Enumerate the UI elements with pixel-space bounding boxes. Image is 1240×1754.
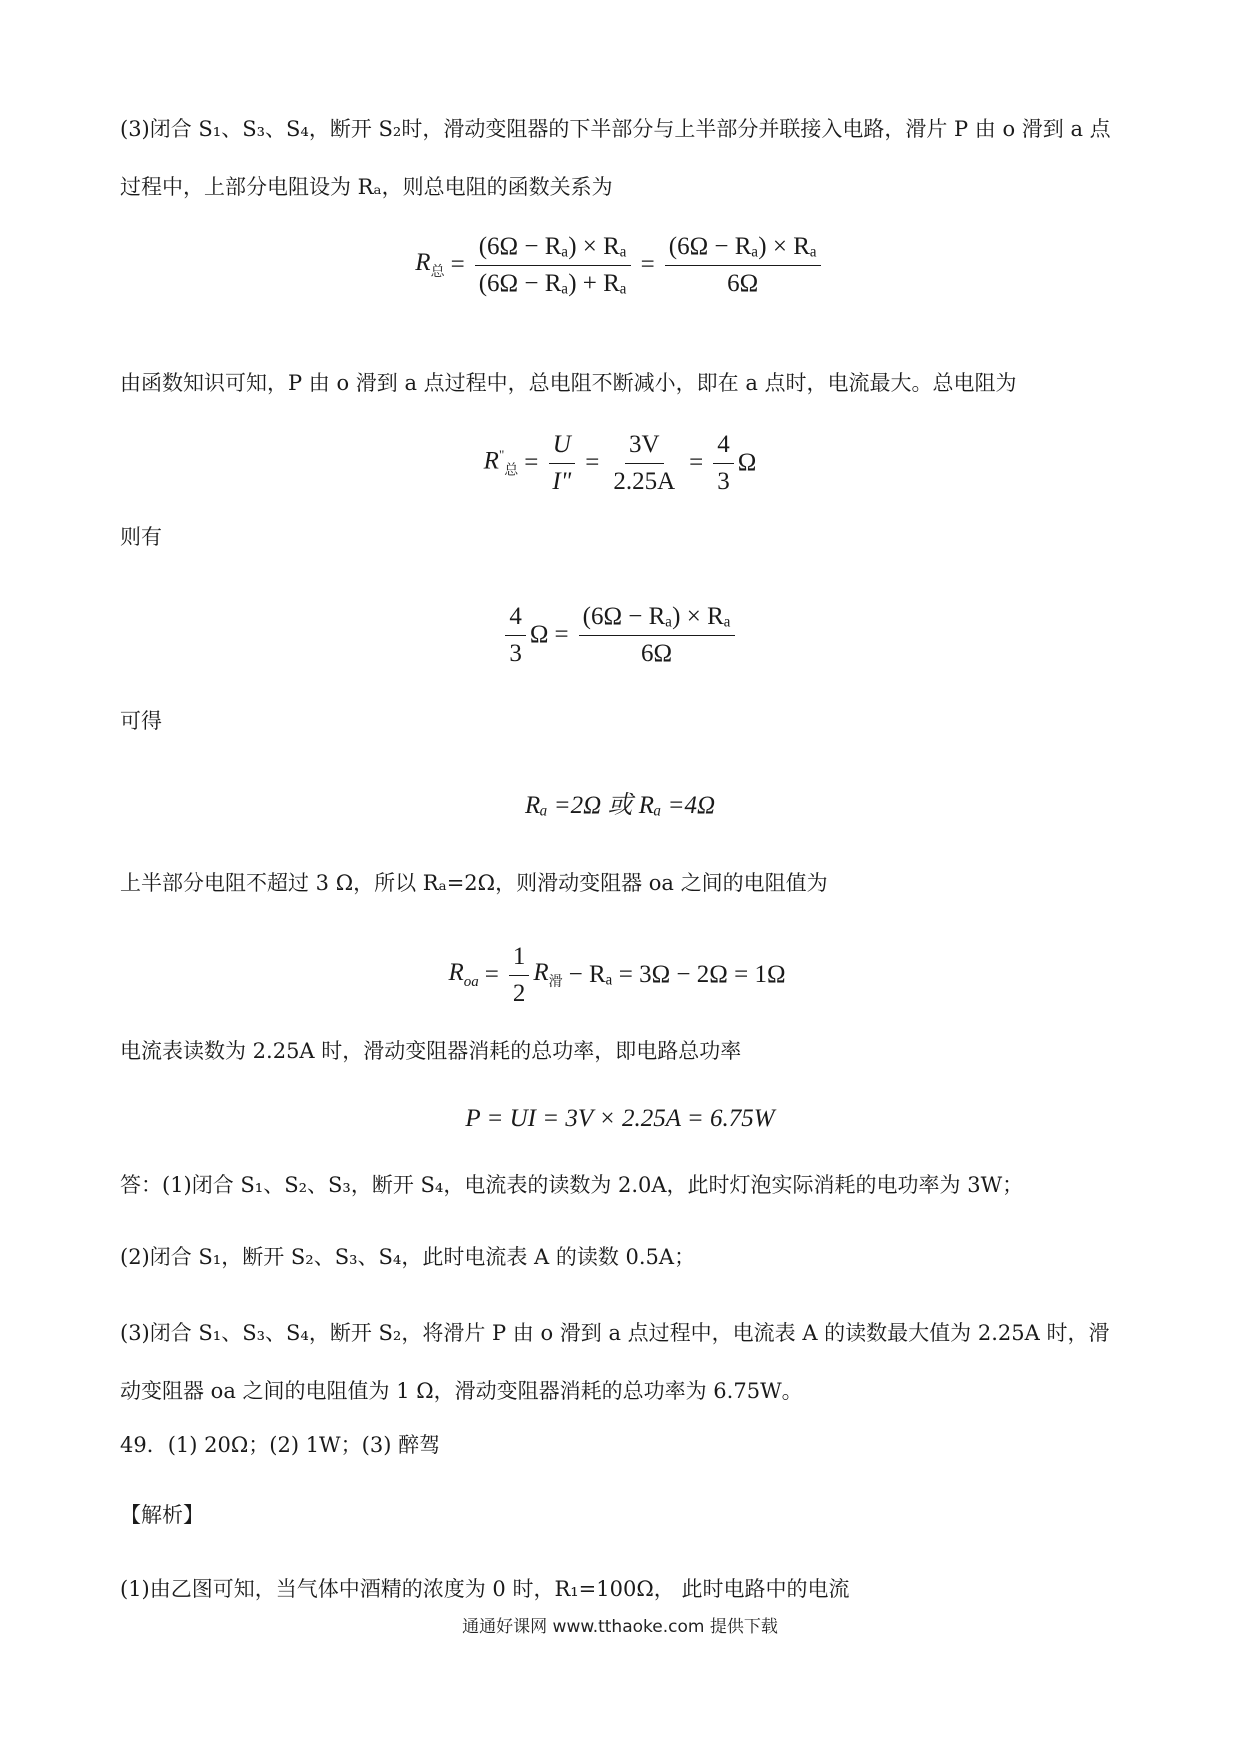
eq5-lhs-symbol: R xyxy=(448,959,464,986)
eq5-frac-numerator: 1 xyxy=(509,943,530,976)
eq5-mid-symbol: R xyxy=(533,959,549,986)
equation-roa: $R_{oa}$ = $\frac{1}{2}$ $R_滑$ − Rₐ = 3Ω − 2Ω = 1Ω xyxy=(448,942,786,1007)
equation-solve-ra: $\frac{4}{3}$ Ω = $\frac{\text{(6Ω − Rₐ) × Rₐ}}{6\Omega}$ xyxy=(0,590,1240,680)
eq1-frac2-numerator: (6Ω − Rₐ) × Rₐ xyxy=(665,233,821,266)
eq5-mid-subscript: 滑 xyxy=(548,974,563,990)
eq3-rhs-numerator: (6Ω − Rₐ) × Rₐ xyxy=(579,603,735,636)
eq1-fraction-1 xyxy=(475,233,631,298)
eq5-frac-denominator: 2 xyxy=(512,979,526,1007)
eq3-lhs-denominator: 3 xyxy=(509,639,522,667)
eq5-half-fraction xyxy=(509,943,530,1008)
equation-total-resistance: $R_总$ = $\frac{\text{(6Ω − Rₐ) × Rₐ}}{\text{(6Ω − Rₐ) + Rₐ}}$ = $\frac{\text{(6Ω − Rₐ) × Rₐ}}{6\Omega}$ xyxy=(0,220,1240,310)
eq6-text: P = UI = 3V × 2.25A = 6.75W xyxy=(465,1105,775,1132)
equation-power xyxy=(0,1094,1240,1144)
eq2-lhs-subscript: 总 xyxy=(504,462,519,479)
eq4-text: Rₐ =2Ω 或 Rₐ =4Ω xyxy=(524,792,716,819)
analysis-heading: 【解析】 xyxy=(120,1503,204,1527)
eq3-lhs-fraction xyxy=(505,603,526,668)
eq2-frac2-numerator: 3V xyxy=(625,431,664,464)
eq2-fraction-result xyxy=(713,431,734,496)
eq3-rhs-fraction xyxy=(579,603,735,668)
eq3-lhs-unit: Ω xyxy=(529,621,549,648)
equation-ra-solutions xyxy=(0,778,1240,828)
paragraph-function-analysis: 由函数知识可知，P 由 o 滑到 a 点过程中，总电阻不断减小，即在 a 点时，电流最大。总电阻为 xyxy=(120,371,1017,395)
eq2-frac2-denominator: 2.25A xyxy=(613,467,676,495)
paragraph-question-49: 49．(1) 20Ω；(2) 1W；(3) 醉驾 xyxy=(120,1433,441,1457)
eq1-frac2-denominator: 6Ω xyxy=(727,269,759,297)
eq3-rhs-denominator: 6Ω xyxy=(641,639,673,667)
eq2-frac3-numerator: 4 xyxy=(713,431,734,464)
paragraph-answer-3: (3)闭合 S₁、S₃、S₄，断开 S₂，将滑片 P 由 o 滑到 a 点过程中，电流表 A 的读数最大值为 2.25A 时，滑动变阻器 oa 之间的电阻值为 1 Ω，滑动变阻器消耗的总功率为 6.75W。 xyxy=(120,1321,1110,1403)
paragraph-answer-2: (2)闭合 S₁，断开 S₂、S₃、S₄，此时电流表 A 的读数 0.5A； xyxy=(120,1245,696,1269)
paragraph-then: 则有 xyxy=(120,525,162,549)
eq1-fraction-2 xyxy=(665,233,821,298)
paragraph-answer-1: 答：(1)闭合 S₁、S₂、S₃，断开 S₄，电流表的读数为 2.0A，此时灯泡实际消耗的电功率为 3W； xyxy=(120,1173,1024,1197)
paragraph-choose-ra: 上半部分电阻不超过 3 Ω，所以 Rₐ=2Ω，则滑动变阻器 oa 之间的电阻值为 xyxy=(120,871,828,895)
paragraph-case3-setup: (3)闭合 S₁、S₃、S₄，断开 S₂时，滑动变阻器的下半部分与上半部分并联接入电路，滑片 P 由 o 滑到 a 点过程中，上部分电阻设为 Rₐ，则总电阻的函数关系为 xyxy=(120,117,1111,199)
eq2-lhs-prime: " xyxy=(498,446,505,462)
eq1-frac1-numerator: (6Ω − Rₐ) × Rₐ xyxy=(475,233,631,266)
eq5-lhs-subscript: oa xyxy=(463,974,479,990)
paragraph-power-intro: 电流表读数为 2.25A 时，滑动变阻器消耗的总功率，即电路总功率 xyxy=(120,1039,742,1063)
paragraph-obtain: 可得 xyxy=(120,709,162,733)
eq2-frac1-numerator: U xyxy=(549,431,575,464)
equation-min-resistance: $R^"_总$ = $\frac{U}{I"}$ = $\frac{3V}{2.25A}$ = $\frac{4}{3}$ Ω xyxy=(483,430,757,495)
eq1-frac1-denominator: (6Ω − Rₐ) + Rₐ xyxy=(478,269,627,297)
eq2-fraction-values xyxy=(609,431,679,496)
eq2-frac3-denominator: 3 xyxy=(717,467,730,495)
page-footer: 通通好课网 www.tthaoke.com 提供下载 xyxy=(462,1617,778,1637)
eq2-unit: Ω xyxy=(737,449,757,476)
eq2-fraction-ui xyxy=(548,431,575,496)
paragraph-analysis-1: (1)由乙图可知，当气体中酒精的浓度为 0 时，R₁=100Ω， 此时电路中的电流 xyxy=(120,1577,850,1601)
eq2-frac1-denominator: I" xyxy=(552,467,572,495)
eq2-lhs-symbol: R xyxy=(483,447,499,475)
eq5-rest: − Rₐ = 3Ω − 2Ω = 1Ω xyxy=(568,961,786,988)
eq1-lhs-subscript: 总 xyxy=(430,264,445,280)
eq1-lhs-symbol: R xyxy=(415,249,431,276)
eq3-lhs-numerator: 4 xyxy=(505,603,526,636)
